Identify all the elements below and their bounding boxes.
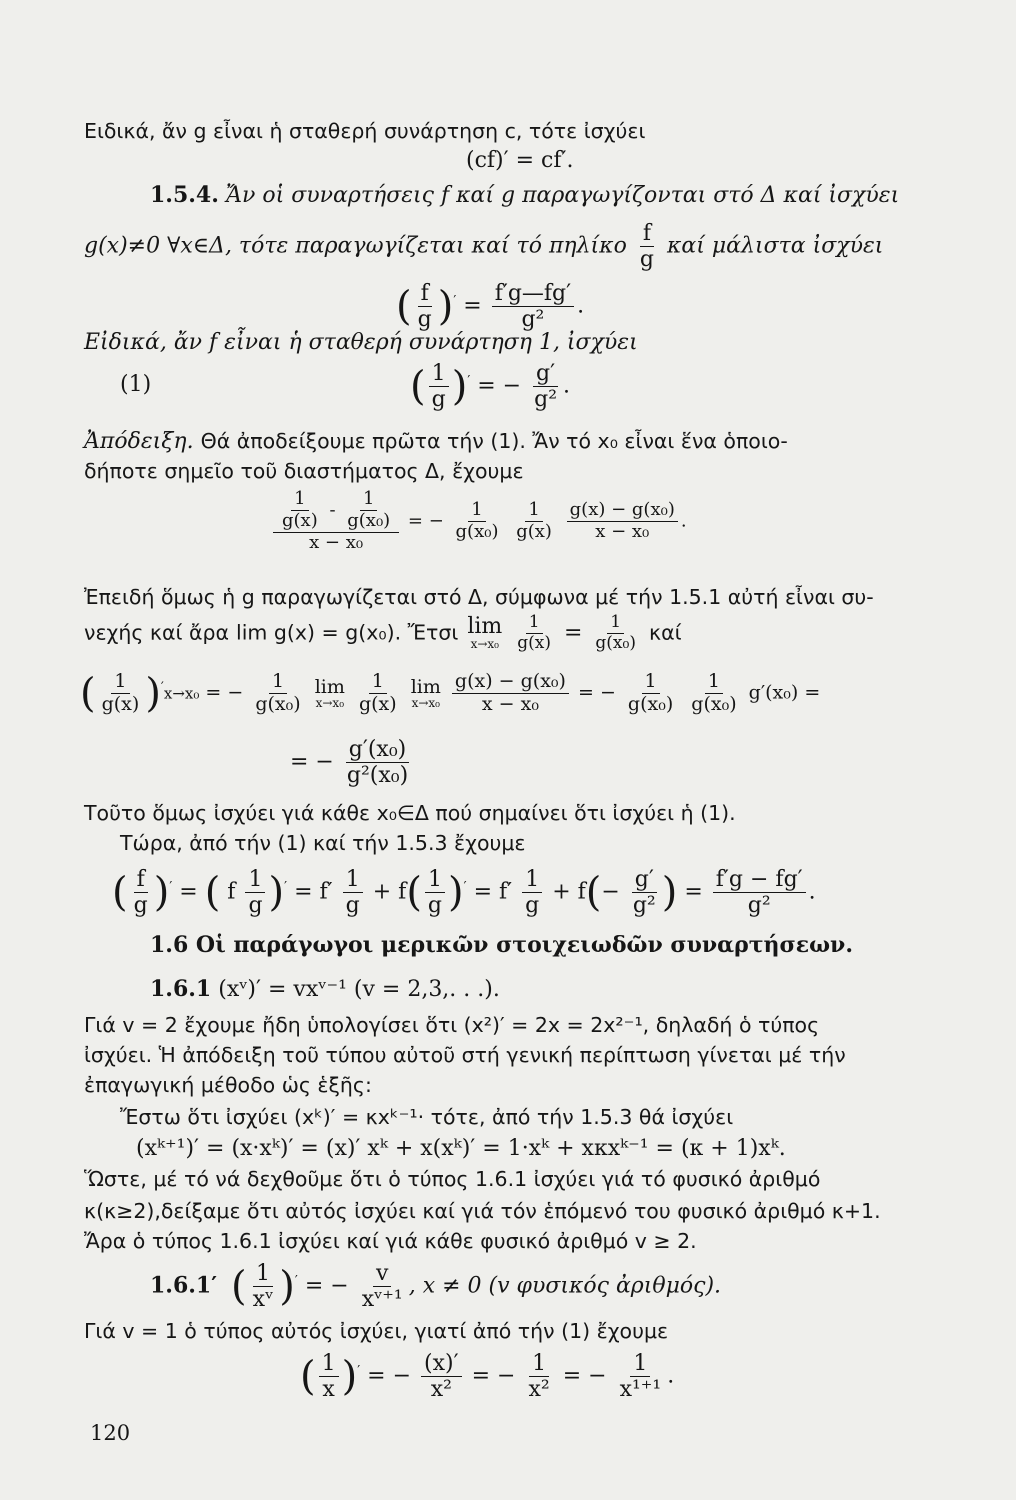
text-line: Τοῦτο ὅμως ἰσχύει γιά κάθε x₀∈Δ πού σημαίνει ὅτι ἰσχύει ἡ (1). bbox=[84, 801, 736, 825]
gx: g(x) bbox=[517, 632, 551, 653]
quotient-denominator: g² bbox=[521, 307, 545, 333]
eq1-denominator: g² bbox=[534, 387, 558, 413]
one: 1 bbox=[525, 501, 542, 522]
one: 1 bbox=[607, 614, 624, 634]
x-minus-x0: x − x₀ bbox=[595, 520, 650, 542]
one: 1 bbox=[468, 501, 485, 522]
text-line: Εἰδικά, ἄν f εἶναι ἡ σταθερή συνάρτηση 1, ἰσχύει bbox=[84, 330, 638, 355]
page-number: 120 bbox=[90, 1421, 131, 1445]
x-squared: x² bbox=[528, 1377, 550, 1403]
limit-text: lim g(x) = g(x₀). Ἔτσι bbox=[236, 620, 459, 645]
v: v bbox=[373, 1262, 391, 1287]
lim: lim bbox=[410, 675, 441, 698]
fraction-f-over-g: $\frac{f}{g}$ bbox=[639, 221, 654, 273]
theorem-text: Ἄν οἱ συναρτήσεις f καί g παραγωγίζονται στό Δ καί ἰσχύει bbox=[225, 183, 900, 208]
equation-1: ( $\frac{1}{g}$ )′ = − $\frac{g'}{\text{g²}}$ . bbox=[410, 361, 571, 413]
lim-sub: x→x₀ bbox=[411, 695, 440, 710]
text-line: Γιά v = 1 ὁ τύπος αὐτός ἰσχύει, γιατί ἀπό τήν (1) ἔχουμε bbox=[84, 1319, 669, 1343]
text-line: ἐπαγωγική μέθοδο ὡς ἑξῆς: bbox=[84, 1073, 372, 1097]
proof-text: Θά ἀποδείξουμε πρῶτα τήν (1). Ἄν τό x₀ εἶναι ἕνα ὁποιο- bbox=[200, 429, 788, 453]
lim: lim bbox=[314, 675, 345, 698]
theorem-text: g(x)≠0 ∀x∈Δ, τότε παραγωγίζεται καί τό πηλίκο bbox=[84, 233, 627, 259]
theorem-number: 1.5.4. bbox=[150, 182, 219, 208]
result-numerator: g′(x₀) bbox=[346, 738, 409, 763]
final-denominator: g² bbox=[747, 893, 771, 919]
proof-line bbox=[84, 428, 788, 455]
text-line: Ἄρα ὁ τύπος 1.6.1 ἰσχύει καί γιά κάθε φυσικό ἀριθμό v ≥ 2. bbox=[84, 1229, 697, 1253]
difference-quotient-equation: $\frac{1}{g(x)}$ - $\frac{1}{\text{g(x₀)}}$ x − x₀ = − $\frac{1}{\text{g(x₀)}}$ $\frac{1}{g(x)}$ $\frac{\text{g(x) − g(x₀)}}{\text{x − x₀}}$ . bbox=[270, 490, 687, 553]
text-line: Ἐπειδή ὅμως ἡ g παραγωγίζεται στό Δ, σύμφωνα μέ τήν 1.5.1 αὐτή εἶναι συ- bbox=[84, 585, 874, 609]
g-difference: g(x) − g(x₀) bbox=[567, 501, 678, 522]
quotient-numerator: f′g—fg′ bbox=[492, 282, 574, 307]
theorem-line-2 bbox=[84, 222, 883, 271]
formula-number: 1.6.1′ bbox=[150, 1272, 218, 1299]
limit-line: νεχής καί ἄρα lim g(x) = g(x₀). Ἔτσι lim x→x₀ $\frac{1}{g(x)}$ = $\frac{1}{\text{g(x₀)}}$ καί bbox=[84, 612, 682, 653]
one: 1 bbox=[526, 614, 543, 634]
result-denominator: g²(x₀) bbox=[346, 763, 409, 789]
quotient-rule-formula: ( $\frac{f}{g}$ )′ = $\frac{f'g—fg'}{\text{g²}}$ . bbox=[396, 281, 585, 333]
text-line: Ὥστε, μέ τό νά δεχθοῦμε ὅτι ὁ τύπος 1.6.1 ἰσχύει γιά τό φυσικό ἀριθμό bbox=[84, 1167, 821, 1191]
x-squared: x² bbox=[430, 1377, 452, 1403]
theorem-1-5-4-line bbox=[150, 182, 899, 209]
text-line: Ἔστω ὅτι ἰσχύει (xᵏ)′ = κxᵏ⁻¹· τότε, ἀπό τήν 1.5.3 θά ἰσχύει bbox=[120, 1105, 734, 1129]
gx0: g(x₀) bbox=[627, 692, 674, 715]
gx0: g(x₀) bbox=[255, 692, 301, 715]
formula-1-6-1 bbox=[150, 976, 500, 1003]
formula-1-6-1-prime: 1.6.1′ ( $\frac{1}{\text{xᵛ}}$ )′ = − $\frac{v}{\text{xᵛ⁺¹}}$ , x ≠ 0 (v φυσικός ἀριθμός). bbox=[150, 1261, 722, 1313]
final-numerator: f′g − fg′ bbox=[713, 868, 806, 893]
gx0: g(x₀) bbox=[691, 692, 737, 715]
induction-formula: (xᵏ⁺¹)′ = (x·xᵏ)′ = (x)′ xᵏ + x(xᵏ)′ = 1·xᵏ + xκxᵏ⁻¹ = (κ + 1)xᵏ. bbox=[136, 1136, 786, 1161]
x-minus-x0: x − x₀ bbox=[481, 692, 539, 715]
gx0: g(x₀) bbox=[455, 520, 499, 542]
quotient-derivation: ( $\frac{f}{g}$ )′ = ( f $\frac{1}{g}$ )′ = f′ $\frac{1}{g}$ + f( $\frac{1}{g}$ )′ = f′ $\frac{1}{g}$ + f(− $\frac{g'}{\text{g²}}$ ) = $\frac{f'g - fg'}{\text{g²}}$ . bbox=[112, 867, 816, 919]
gx: g(x) bbox=[516, 520, 552, 542]
text-line: δήποτε σημεῖο τοῦ διαστήματος Δ, ἔχουμε bbox=[84, 459, 524, 483]
g-difference: g(x) − g(x₀) bbox=[452, 672, 569, 694]
one: 1 bbox=[360, 490, 377, 511]
gx0: g(x₀) bbox=[347, 509, 391, 531]
x-power-v-plus-1: xᵛ⁺¹ bbox=[361, 1287, 403, 1313]
lim-sub: x→x₀ bbox=[470, 637, 499, 652]
lim-sub: x→x₀ bbox=[315, 695, 345, 710]
derivative-chain: ( $\frac{1}{g(x)}$ )′x→x₀ = − $\frac{1}{\text{g(x₀)}}$ lim x→x₀ $\frac{1}{g(x)}$ lim x→x₀ $\frac{\text{g(x) − g(x₀)}}{\text{x − x₀}}$ = − $\frac{1}{\text{g(x₀)}}$ $\frac{1}{\text{g(x₀)}}$ g′(x₀) = bbox=[80, 670, 821, 717]
x-power-1-plus-1: x¹⁺¹ bbox=[619, 1377, 662, 1403]
equation-1-label: (1) bbox=[120, 372, 152, 397]
eq1-numerator: g′ bbox=[533, 362, 558, 387]
formula: (xᵛ)′ = vxᵛ⁻¹ (v = 2,3,. . .). bbox=[218, 977, 500, 1002]
one: 1 bbox=[291, 490, 308, 511]
text-line: Ειδικά, ἄν g εἶναι ἡ σταθερή συνάρτηση c, τότε ἰσχύει bbox=[84, 119, 646, 143]
x-minus-x0: x − x₀ bbox=[309, 531, 364, 553]
formula-number: 1.6.1 bbox=[150, 976, 212, 1002]
gx0: g(x₀) bbox=[595, 632, 636, 653]
lim: lim bbox=[467, 614, 503, 640]
section-title: 1.6 Οἱ παράγωγοι μερικῶν στοιχειωδῶν συναρτήσεων. bbox=[150, 932, 853, 958]
proof-label: Ἀπόδειξη. bbox=[84, 429, 194, 454]
x-prime: (x)′ bbox=[421, 1352, 462, 1377]
gx: g(x) bbox=[101, 692, 140, 715]
text-line: ἰσχύει. Ἡ ἀπόδειξη τοῦ τύπου αὐτοῦ στή γενική περίπτωση γίνεται μέ τήν bbox=[84, 1043, 846, 1067]
theorem-text: καί μάλιστα ἰσχύει bbox=[666, 233, 884, 259]
text: νεχής καί ἄρα bbox=[84, 620, 230, 645]
gx: g(x) bbox=[358, 692, 397, 715]
derivative-tail: g′(x₀) = bbox=[748, 681, 821, 704]
formula-cf: (cf)′ = cf′. bbox=[466, 148, 574, 173]
x-power-v: xᵛ bbox=[252, 1287, 274, 1313]
gx: g(x) bbox=[282, 509, 318, 531]
text-line: κ(κ≥2),δείξαμε ὅτι αὐτός ἰσχύει καί γιά τόν ἑπόμενό του φυσικό ἀριθμό κ+1. bbox=[84, 1199, 881, 1223]
text-line: Τώρα, ἀπό τήν (1) καί τήν 1.5.3 ἔχουμε bbox=[120, 831, 526, 855]
text-line: Γιά v = 2 ἔχουμε ἤδη ὑπολογίσει ὅτι (x²)′ = 2x = 2x²⁻¹, δηλαδή ὁ τύπος bbox=[84, 1013, 820, 1037]
and: καί bbox=[648, 620, 682, 645]
derivative-result: = − $\frac{\text{g′(x₀)}}{\text{g²(x₀)}}$ bbox=[290, 738, 414, 787]
final-example: ( $\frac{1}{x}$ )′ = − $\frac{(x)'}{\text{x²}}$ = − $\frac{1}{\text{x²}}$ = − $\frac{1}{\text{x¹⁺¹}}$ . bbox=[300, 1351, 675, 1403]
formula-tail: , x ≠ 0 (v φυσικός ἀριθμός). bbox=[408, 1273, 722, 1299]
